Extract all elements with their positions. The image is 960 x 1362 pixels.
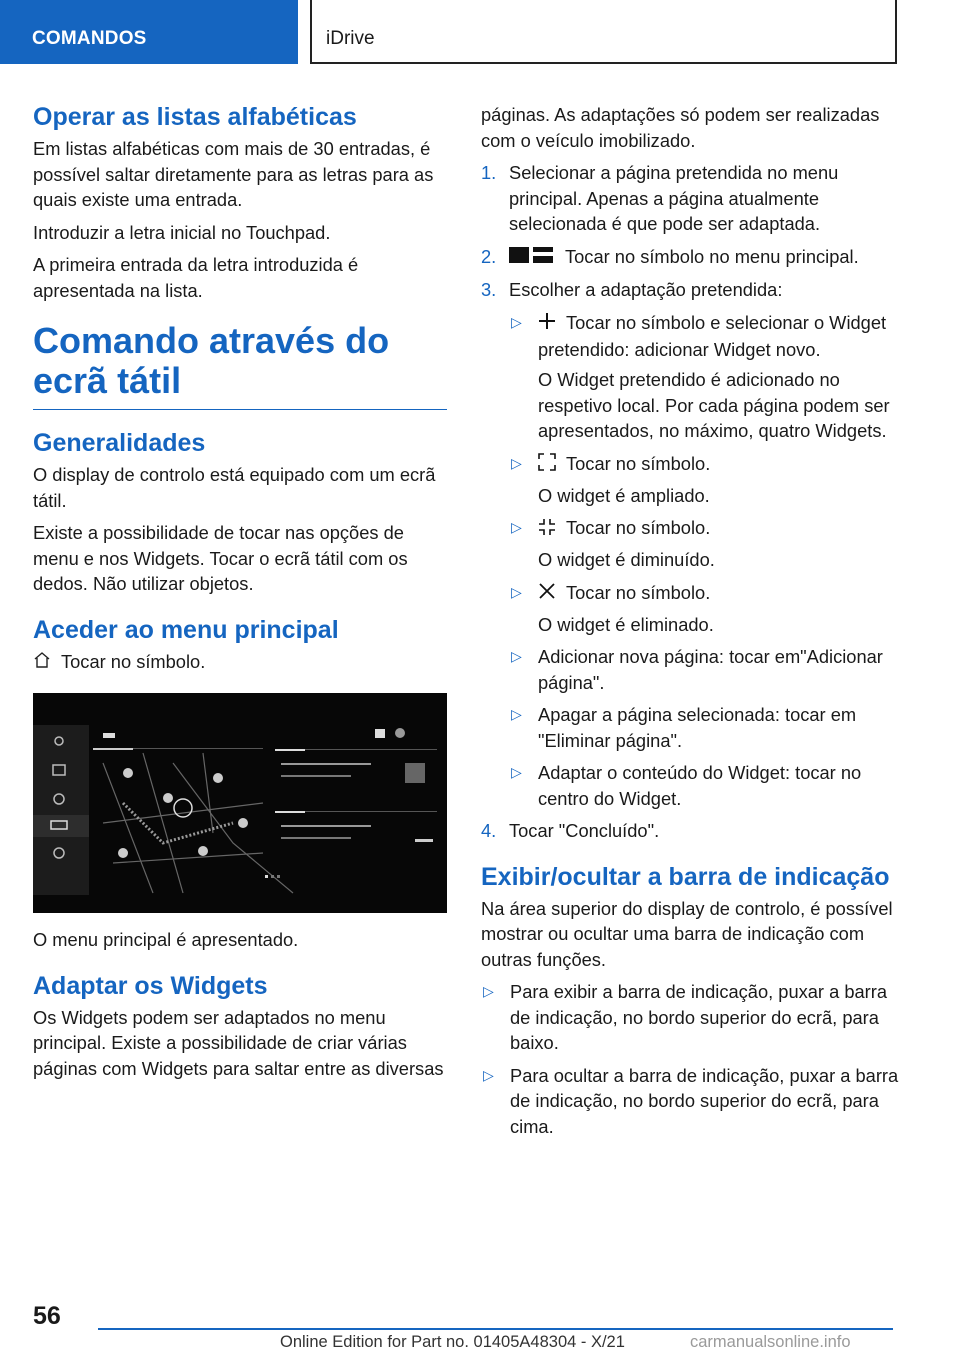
option-text: Tocar no símbolo. <box>566 452 711 474</box>
home-icon <box>33 650 51 676</box>
triangle-bullet-icon: ▷ <box>483 983 494 1000</box>
main-menu-screenshot <box>33 693 447 913</box>
option-note: O widget é ampliado. <box>538 484 710 506</box>
option-note: O Widget pretendido é adicionado no respetivo local. Por cada página podem ser apresentados, no máximo, quatro Widgets. <box>538 369 890 442</box>
triangle-bullet-icon: ▷ <box>483 1066 494 1083</box>
triangle-bullet-icon: ▷ <box>511 519 522 536</box>
expand-icon <box>538 452 556 478</box>
option-enlarge-widget <box>509 451 899 508</box>
step-item <box>481 818 899 844</box>
edition-text: Online Edition for Part no. 01405A48304 - X/21 <box>280 1333 625 1351</box>
section-general <box>33 426 447 597</box>
option-delete-page <box>509 702 899 753</box>
option-text: Apagar a página selecionada: tocar em "Eliminar página". <box>538 704 857 751</box>
list-item <box>481 979 899 1056</box>
collapse-icon <box>538 517 556 543</box>
section-tab <box>0 0 298 64</box>
triangle-bullet-icon: ▷ <box>511 583 522 600</box>
option-add-widget <box>509 310 899 444</box>
chapter-box <box>310 0 897 64</box>
option-text: Adaptar o conteúdo do Widget: tocar no centro do Widget. <box>538 762 862 809</box>
paragraph: Na área superior do display de controlo, é possível mostrar ou ocultar uma barra de indicação com outras funções. <box>481 897 893 970</box>
idrive-screen-illustration <box>33 693 447 913</box>
page-number: 56 <box>33 1302 61 1330</box>
list-item-text: Para exibir a barra de indicação, puxar a barra de indicação, no bordo superior do ecrã, para baixo. <box>510 981 888 1054</box>
step-text: Escolher a adaptação pretendida: <box>509 279 783 301</box>
paragraph: A primeira entrada da letra introduzida é apresentada na lista. <box>33 254 359 301</box>
triangle-bullet-icon: ▷ <box>511 648 522 665</box>
triangle-bullet-icon: ▷ <box>511 764 522 781</box>
watermark: carmanualsonline.info <box>690 1333 851 1351</box>
section-alphabetic-lists <box>33 100 447 303</box>
section-title: Operar as listas alfabéticas <box>33 103 357 131</box>
triangle-bullet-icon: ▷ <box>511 706 522 723</box>
right-column <box>481 102 899 1146</box>
step-item <box>481 244 899 271</box>
section-label: COMANDOS <box>32 28 147 49</box>
option-note: O widget é eliminado. <box>538 613 714 635</box>
paragraph: Introduzir a letra inicial no Touchpad. <box>33 221 331 243</box>
section-main-menu <box>33 613 447 953</box>
step-text: Selecionar a página pretendida no menu principal. Apenas a página atualmente selecionada é que pode ser adaptada. <box>509 162 839 234</box>
section-title: Adaptar os Widgets <box>33 971 268 1000</box>
steps-list <box>481 160 899 844</box>
option-text: Tocar no símbolo e selecionar o Widget pretendido: adicionar Widget novo. <box>538 311 887 360</box>
option-shrink-widget <box>509 515 899 572</box>
option-text: Tocar no símbolo. <box>566 581 711 603</box>
section-title: Aceder ao menu principal <box>33 615 339 644</box>
option-delete-widget <box>509 580 899 637</box>
step-number: 3. <box>481 279 497 301</box>
section-title: Exibir/ocultar a barra de indicação <box>481 862 890 891</box>
left-column <box>33 100 447 1088</box>
list-item-text: Para ocultar a barra de indicação, puxar a barra de indicação, no bordo superior do ecrã, para cima. <box>510 1064 899 1137</box>
section-title: Generalidades <box>33 429 206 457</box>
step-item <box>481 160 899 237</box>
adaptation-options <box>509 310 899 811</box>
chapter-label: iDrive <box>326 28 375 49</box>
plus-icon <box>538 311 556 337</box>
option-note: O widget é diminuído. <box>538 549 715 571</box>
step-text: Tocar "Concluído". <box>509 820 660 842</box>
paragraph: Existe a possibilidade de tocar nas opções de menu e nos Widgets. Tocar o ecrã tátil com os dedos. Não utilizar objetos. <box>33 522 408 594</box>
triangle-bullet-icon: ▷ <box>511 454 522 471</box>
paragraph: O menu principal é apresentado. <box>33 929 299 951</box>
chapter-title: Comando através do ecrã tátil <box>33 321 447 410</box>
paragraph: Os Widgets podem ser adaptados no menu principal. Existe a possibilidade de criar várias páginas com Widgets para saltar entre as diversas <box>33 1006 444 1079</box>
section-adapt-widgets <box>33 969 447 1082</box>
step-number: 1. <box>481 162 497 183</box>
step-text: Tocar no símbolo no menu principal. <box>565 245 859 267</box>
step-number: 4. <box>481 820 497 842</box>
step-number: 2. <box>481 245 497 267</box>
option-text: Adicionar nova página: tocar em"Adicionar página". <box>538 646 883 693</box>
paragraph: Em listas alfabéticas com mais de 30 entradas, é possível saltar diretamente para as letras para as quais existe uma entrada. <box>33 138 434 210</box>
paragraph: O display de controlo está equipado com um ecrã tátil. <box>33 464 436 511</box>
paragraph <box>33 649 447 676</box>
paragraph: páginas. As adaptações só podem ser realizadas com o veículo imobilizado. <box>481 104 880 151</box>
tap-symbol-text: Tocar no símbolo. <box>61 650 206 672</box>
option-text: Tocar no símbolo. <box>566 517 711 539</box>
option-add-page <box>509 644 899 695</box>
indicator-bar-list <box>481 979 899 1139</box>
close-icon <box>538 581 556 607</box>
footer-divider <box>98 1328 893 1330</box>
step-item <box>481 277 899 811</box>
option-adapt-content <box>509 760 899 811</box>
list-item <box>481 1063 899 1140</box>
section-indicator-bar <box>481 860 899 1140</box>
triangle-bullet-icon: ▷ <box>511 313 522 330</box>
widget-layout-icon <box>509 245 555 271</box>
